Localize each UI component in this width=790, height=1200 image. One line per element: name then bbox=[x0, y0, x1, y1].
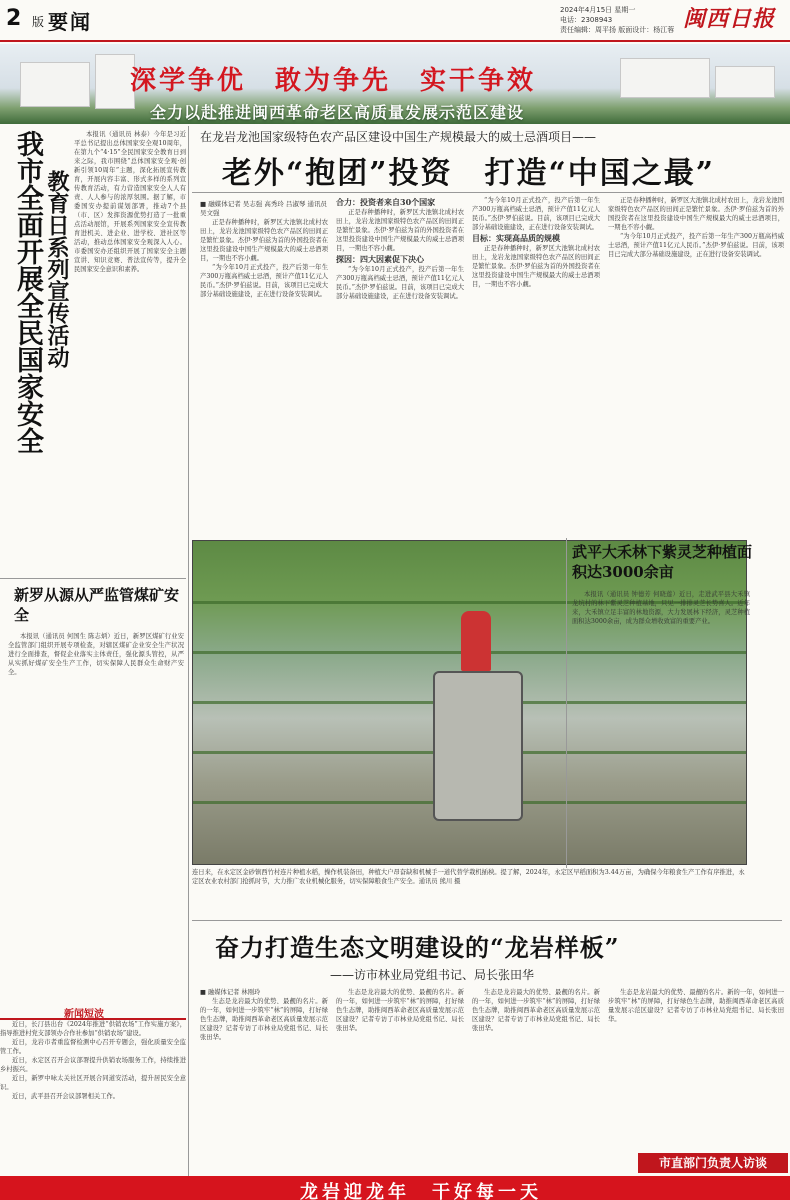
left-feature-subtitle: 教育日系列宣传活动 bbox=[44, 170, 70, 368]
news-item: 近日，龙岩市者重监督检测中心召开专题会，强化质量安全监管工作。 bbox=[0, 1039, 186, 1055]
building-icon bbox=[95, 54, 135, 109]
main-article-column-1 bbox=[200, 218, 328, 530]
bottom-article-column-4 bbox=[608, 988, 784, 1148]
banner-slogan: 深学争优 敢为争先 实干争效 bbox=[130, 66, 537, 96]
photo-caption: 连日来，在永定区金砂镇西竹村连片种植水稻，操作机装备田，种植大户昂奋缺和机械手一道代替学栽机插秧。提了解，2024年，永定区早稻面积为3.44万亩，为确保今年粮食生产工作有序推进，永定区农业农村部门抢抓时节，大力推广农业机械化服务，切实保障粮食生产安全。通讯员 熊川 摄 bbox=[192, 869, 745, 885]
left-feature-title: 我市全面开展全民国家安全 bbox=[12, 130, 43, 454]
issue-date: 2024年4月15日 星期一 bbox=[560, 6, 636, 14]
bottom-article-paragraph: 生态是龙岩最大的优势、最靓的名片。新的一年，如何进一步筑牢“林”的屏障，打好绿色生态牌，助推闽西革命老区高质量发展示范区建设？记者专访了市林业局党组书记、局长张田华。 bbox=[472, 989, 600, 1032]
main-article-paragraph: 正是春种播种时，新罗区大池镇北成村农田上，龙岩龙池国家级特色农产品区的田间正是繁忙景象。杰伊·罗伯兹为首的外国投资者在这里投资建设中国生产规模最大的威士忌酒项目，一期也不容小觑。 bbox=[200, 219, 328, 262]
divider bbox=[192, 192, 782, 193]
main-article-column-4 bbox=[608, 196, 784, 530]
newspaper-logo: 闽西日报 bbox=[683, 6, 776, 32]
bottom-article-paragraph: 生态是龙岩最大的优势、最靓的名片。新的一年，如何进一步筑牢“林”的屏障，打好绿色生态牌，助推闽西革命老区高质量发展示范区建设？记者专访了市林业局党组书记、局长张田华。 bbox=[336, 989, 464, 1032]
main-article-paragraph: “为今年10月正式投产，投产后第一年生产300万瓶高档威士忌酒，预计产值11亿元人民币。”杰伊·罗伯兹说。目前，该项目已完成大部分基础设施建设，正在进行设备安装调试。 bbox=[336, 266, 464, 300]
section-name: 要闻 bbox=[48, 10, 92, 34]
bottom-article-column-2 bbox=[336, 988, 464, 1170]
left-feature-paragraph: 本报讯（通讯员 林泰）今年是习近平总书记提出总体国家安全观10周年，在第九个“4·15”全民国家安全教育日到来之际，我市围绕“总体国家安全观·创新引领10周年”主题，深化拓展宣传教育，开展内容丰富、形式多样的系列宣传教育活动，有力营造国家安全人人有责、人人参与的浓厚氛围。据了解，市委国安办提前谋划部署，推动7个县（市、区）发挥资源优势打造了一批重点活动展馆，开展系列国家安全宣传教育进机关、进企业、进学校、进社区等活动，推动总体国家安全观深入人心。市委国安办还组织开展了国家安全主题宣讲、知识竞赛、普法宣传等，提升全民国家安全意识和素养。 bbox=[74, 131, 186, 273]
banner-subslogan: 全力以赴推进闽西革命老区高质量发展示范区建设 bbox=[150, 103, 525, 122]
main-article-paragraph: 正是春种播种时，新罗区大池镇北成村农田上，龙岩龙池国家级特色农产品区的田间正是繁忙景象。杰伊·罗伯兹为首的外国投资者在这里投资建设中国生产规模最大的威士忌酒项目，一期也不容小觑。 bbox=[608, 197, 784, 231]
main-article-column-3 bbox=[472, 196, 600, 530]
news-item: 近日，新罗中咏太关社区开展合同道安活动，提升居民安全意识。 bbox=[0, 1075, 186, 1091]
subhead: 目标：实现高品质的规模 bbox=[472, 233, 560, 243]
main-article-headline: 老外“抱团”投资 打造“中国之最” bbox=[222, 156, 716, 191]
left-feature-body bbox=[74, 130, 186, 570]
divider bbox=[192, 920, 782, 921]
farmer-icon bbox=[461, 611, 491, 671]
page-number: 2 bbox=[6, 6, 22, 31]
main-article-paragraph: 正是春种播种时，新罗区大池镇北成村农田上，龙岩龙池国家级特色农产品区的田间正是繁忙景象。杰伊·罗伯兹为首的外国投资者在这里投资建设中国生产规模最大的威士忌酒项目，一期也不容小觑。 bbox=[472, 245, 600, 288]
bottom-article-column-1 bbox=[200, 988, 328, 1170]
news-box-title: 新闻短波 bbox=[64, 1009, 104, 1020]
subhead: 合力：投资者来自30个国家 bbox=[336, 197, 436, 207]
left-article2-paragraph: 本报讯（通讯员 何国生 陈志炳）近日，新罗区煤矿行业安全监管部门组织开展专项检查，对辖区煤矿企业安全生产状况进行全面排查，督促企业落实主体责任，强化源头管控，从严从实抓好煤矿安全生产工作，切实保障人民群众生命财产安全。 bbox=[8, 633, 184, 676]
bottom-article-paragraph: 生态是龙岩最大的优势、最靓的名片。新的一年，如何进一步筑牢“林”的屏障，打好绿色生态牌，助推闽西革命老区高质量发展示范区建设？记者专访了市林业局党组书记、局长张田华。 bbox=[608, 989, 784, 1023]
editors: 责任编辑：周平扬 版面设计：杨江蓉 bbox=[560, 26, 675, 34]
main-article-paragraph: “为今年10月正式投产，投产后第一年生产300万瓶高档威士忌酒，预计产值11亿元人民币。”杰伊·罗伯兹说。目前，该项目已完成大部分基础设施建设，正在进行设备安装调试。 bbox=[608, 233, 784, 258]
main-article-paragraph: “为今年10月正式投产，投产后第一年生产300万瓶高档威士忌酒，预计产值11亿元人民币。”杰伊·罗伯兹说。目前，该项目已完成大部分基础设施建设，正在进行设备安装调试。 bbox=[472, 197, 600, 231]
interview-series-tab: 市直部门负责人访谈 bbox=[638, 1153, 788, 1173]
bottom-article-paragraph: 生态是龙岩最大的优势、最靓的名片。新的一年，如何进一步筑牢“林”的屏障，打好绿色生态牌，助推闽西革命老区高质量发展示范区建设？记者专访了市林业局党组书记、局长张田华。 bbox=[200, 998, 328, 1041]
building-icon bbox=[20, 62, 90, 107]
main-article-paragraph: “为今年10月正式投产，投产后第一年生产300万瓶高档威士忌酒，预计产值11亿元人民币。”杰伊·罗伯兹说。目前，该项目已完成大部分基础设施建设，正在进行设备安装调试。 bbox=[200, 264, 328, 298]
bottom-article-column-3 bbox=[472, 988, 600, 1170]
column-divider bbox=[566, 538, 567, 868]
divider bbox=[0, 578, 186, 579]
building-icon bbox=[715, 66, 775, 98]
news-item: 近日，长汀县出台《2024年推进“供销农场”工作实施方案》，指导推进村党支部领办合作社参加“供销农场”建设。 bbox=[0, 1021, 186, 1037]
main-article-column-2 bbox=[336, 196, 464, 530]
rice-transplanter-icon bbox=[433, 671, 523, 821]
phone: 电话：2308943 bbox=[560, 16, 613, 24]
bottom-article-subtitle: ——访市林业局党组书记、局长张田华 bbox=[330, 968, 535, 982]
header-meta bbox=[560, 5, 680, 35]
news-item: 近日，武平县召开会议部署相关工作。 bbox=[12, 1093, 120, 1100]
left-article2-body bbox=[8, 632, 184, 1002]
news-item: 近日，永定区召开会议部署提升供销农场服务工作，持续推进乡村振兴。 bbox=[0, 1057, 186, 1073]
header-rule bbox=[0, 40, 790, 42]
building-icon bbox=[620, 58, 710, 98]
news-box bbox=[0, 1018, 186, 1194]
column-divider bbox=[188, 126, 189, 1176]
left-article2-title: 新罗从源从严监管煤矿安全 bbox=[14, 586, 180, 624]
bottom-article-title: 奋力打造生态文明建设的“龙岩样板” bbox=[215, 933, 620, 962]
main-article-byline: ■ 融媒体记者 吴志强 高秀玲 吕淑琴 通讯员 吴文强 bbox=[200, 200, 327, 217]
right-article-title: 武平大禾林下紫灵芝种植面积达3000余亩 bbox=[572, 543, 753, 581]
footer-slogan: 龙岩迎龙年 干好每一天 bbox=[300, 1182, 542, 1200]
main-article-paragraph: 正是春种播种时，新罗区大池镇北成村农田上，龙岩龙池国家级特色农产品区的田间正是繁忙景象。杰伊·罗伯兹为首的外国投资者在这里投资建设中国生产规模最大的威士忌酒项目，一期也不容小觑。 bbox=[336, 209, 464, 252]
main-article-kicker: 在龙岩龙池国家级特色农产品区建设中国生产规模最大的威士忌酒项目—— bbox=[200, 130, 597, 144]
right-article-paragraph: 本报讯（通讯员 钟德芳 何晓莲）近日，走进武平县大禾镇龙坑村的林下紫灵芝种植基地，只见一排排灵芝长势喜人。近年来，大禾镇立足丰富的林地资源，大力发展林下经济，灵芝种植面积达3000余亩，成为群众增收致富的重要产业。 bbox=[572, 591, 750, 625]
page-unit: 版 bbox=[32, 15, 45, 29]
subhead: 探因：四大因素促下决心 bbox=[336, 254, 424, 264]
bottom-article-byline: ■ 融媒体记者 林刚玲 bbox=[200, 989, 261, 996]
right-article-body bbox=[572, 590, 750, 860]
